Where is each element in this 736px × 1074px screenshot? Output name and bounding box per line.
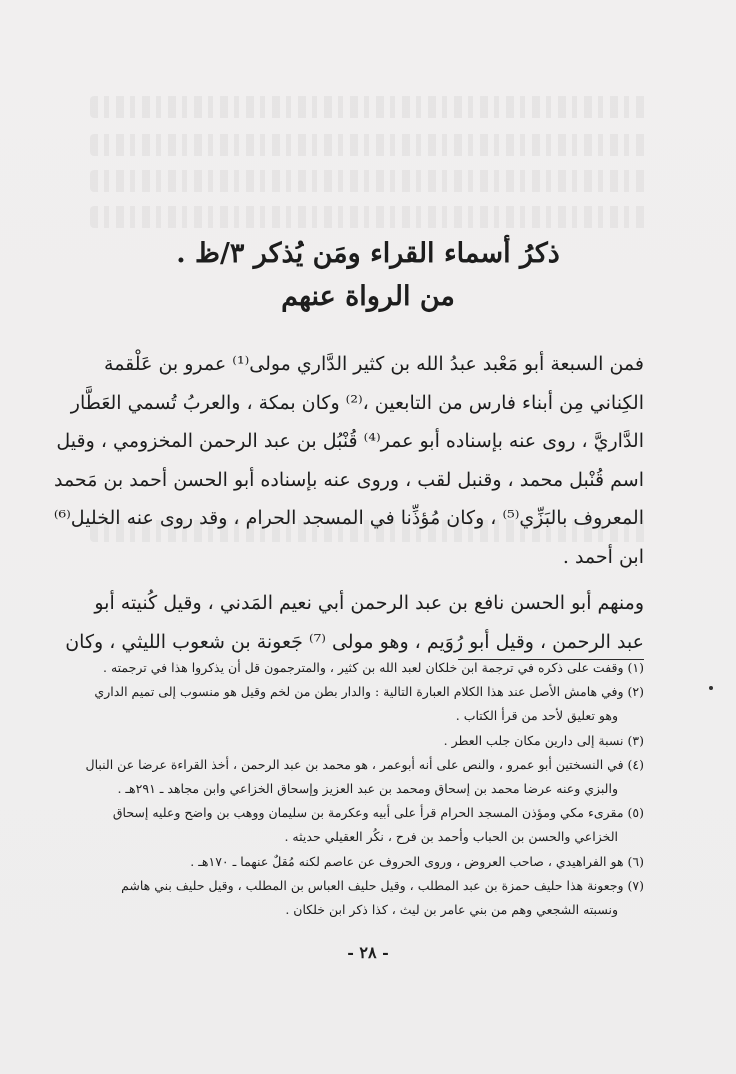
footnote-line: (٢) وفي هامش الأصل عند هذا الكلام العبارة التالية : والدار بطن من لخم وقيل هو منسوب إلى تميم الداري — [94, 684, 644, 700]
footnote — [69, 656, 644, 680]
footnote — [69, 801, 644, 849]
show-through-text — [90, 206, 650, 228]
footnote-line: (٧) وجعونة هذا حليف حمزة بن عبد المطلب ، وقيل حليف العباس بن المطلب ، وقيل حليف بني هاشم — [121, 877, 644, 893]
text-line: عبد الرحمن ، وقيل أبو رُوَيم ، وهو مولى ⁽⁷⁾ جَعونة بن شعوب الليثي ، وكان — [65, 630, 644, 653]
footnotes — [69, 656, 644, 922]
ink-speck — [709, 686, 713, 690]
text-line: ومنهم أبو الحسن نافع بن عبد الرحمن أبي نعيم المَدني ، وقيل كُنيته أبو — [94, 592, 644, 614]
text-line: الدَّاريَّ ، روى عنه بإسناده أبو عمر⁽⁴⁾ قُنْبُل بن عبد الرحمن المخزومي ، وقيل — [56, 430, 644, 452]
footnote-line: والبزي وعنه عرضا محمد بن إسحاق ومحمد بن عبد العزيز وإسحاق الخزاعي وابن مجاهد ـ ٢٩١هـ . — [117, 781, 618, 797]
chapter-heading: ذكرُ أسماء القراء ومَن يُذكر ٣/ظ . — [176, 238, 560, 269]
text-line: ابن أحمد . — [562, 545, 644, 568]
footnote-line: (٥) مقرىء مكي ومؤذن المسجد الحرام قرأ على أبيه وعكرمة بن سليمان ووهب بن واضح وعليه إسحاق — [112, 805, 644, 821]
footnote-line: وهو تعليق لأحد من قرأ الكتاب . — [455, 708, 618, 724]
footnote — [69, 874, 644, 922]
footnote-line: (٤) في النسختين أبو عمرو ، والنص على أنه أبوعمر ، هو محمد بن عبد الرحمن ، أخذ القراءة عرضا عن النبال — [85, 756, 644, 772]
footnote — [69, 680, 644, 728]
chapter-subheading: من الرواة عنهم — [281, 281, 455, 312]
text-line: المعروف بالبَزِّي⁽⁵⁾ ، وكان مُؤذِّنا في المسجد الحرام ، وقد روى عنه الخليل⁽⁶⁾ — [53, 507, 644, 529]
page-number: - ٢٨ - — [347, 943, 389, 962]
show-through-text — [90, 134, 650, 156]
footnote-line: الخزاعي والحسن بن الحباب وأحمد بن فرح ، نكُر العقيلي حديثه . — [284, 829, 618, 845]
footnote-line: (٣) نسبة إلى دارين مكان جلب العطر . — [443, 732, 644, 748]
show-through-text — [90, 96, 650, 118]
footnote — [69, 753, 644, 801]
show-through-text — [90, 170, 650, 192]
footnote-line: (٦) هو الفراهيدي ، صاحب العروض ، وروى الحروف عن عاصم لكنه مُقلٌ عنهما ـ ١٧٠هـ . — [190, 853, 644, 869]
footnote — [69, 850, 644, 874]
footnote-line: ونسبته الشجعي وهم من بني عامر بن ليث ، كذا ذكر ابن خلكان . — [285, 902, 618, 918]
body-paragraph — [53, 345, 644, 576]
footnote — [69, 729, 644, 753]
body-paragraph — [65, 584, 644, 661]
text-line: فمن السبعة أبو مَعْبد عبدُ الله بن كثير الدَّاري مولى⁽¹⁾ عمرو بن عَلْقمة — [104, 353, 644, 375]
text-line: الكِناني مِن أبناء فارس من التابعين ،⁽²⁾ وكان بمكة ، والعربُ تُسمي العَطَّار — [70, 391, 644, 414]
text-line: اسم قُنْبل محمد ، وقنبل لقب ، وروى عنه بإسناده أبو الحسن أحمد بن مَحمد — [53, 468, 644, 491]
footnote-line: (١) وقفت على ذكره في ترجمة ابن خلكان لعبد الله بن كثير ، والمترجمون قل أن يذكروا هذا في ترجمته . — [103, 660, 644, 675]
